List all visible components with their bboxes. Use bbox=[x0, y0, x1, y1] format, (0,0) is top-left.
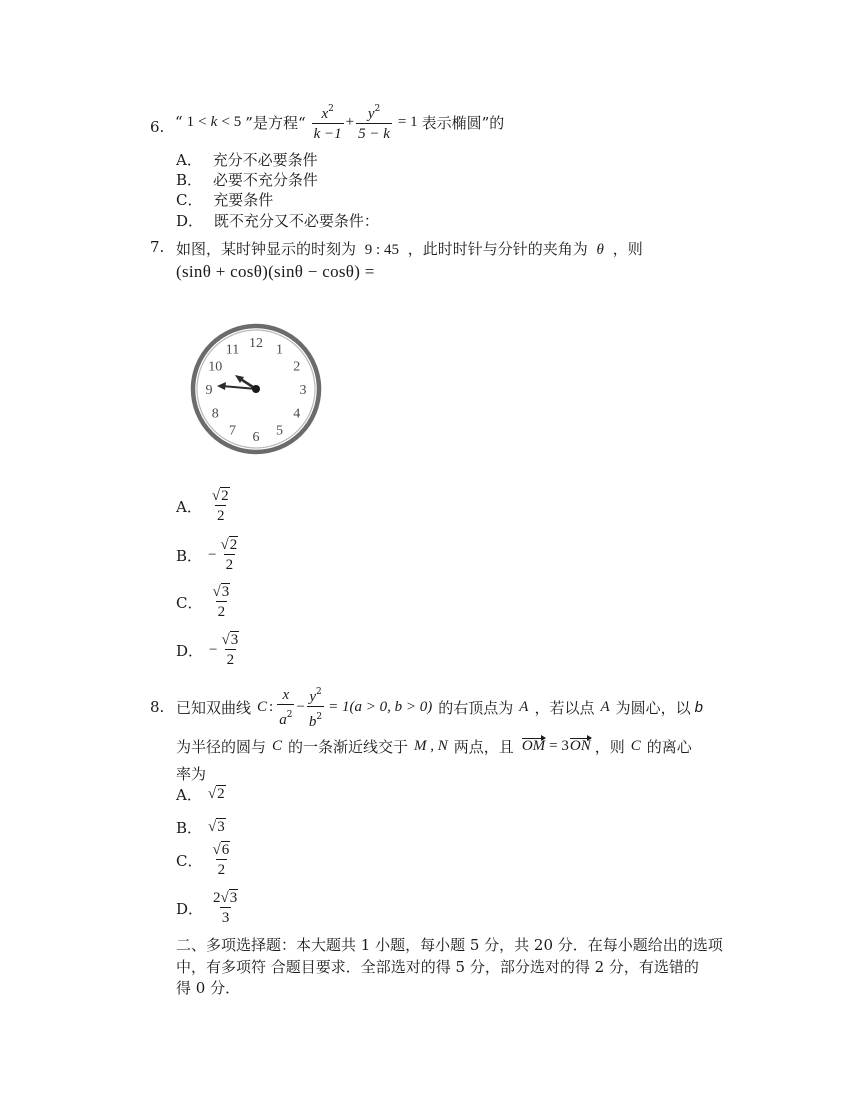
option-label: C． bbox=[176, 191, 203, 209]
q8-a: a bbox=[279, 711, 287, 728]
q8-b-text: b bbox=[694, 699, 703, 716]
q6-den1: k −1 bbox=[312, 123, 344, 144]
q6-option-c bbox=[176, 189, 273, 210]
q8-eq3: = 3 bbox=[549, 738, 569, 754]
q6-x: x bbox=[321, 106, 329, 122]
option-label: D． bbox=[176, 641, 204, 660]
option-den: 2 bbox=[216, 859, 228, 880]
q6-option-d bbox=[176, 210, 379, 231]
clock-numeral-3: 3 bbox=[299, 383, 307, 398]
q8-y: y bbox=[309, 689, 316, 705]
option-den: 3 bbox=[220, 907, 232, 928]
q8-number: 8. bbox=[150, 698, 165, 716]
option-text: 充要条件 bbox=[213, 191, 274, 209]
clock-numeral-8: 8 bbox=[211, 406, 219, 422]
q7-option-b: B． − $\frac{√2}{2}$ bbox=[176, 537, 238, 573]
option-coef: 2 bbox=[213, 890, 221, 906]
q6-x-sq: 2 bbox=[328, 104, 334, 114]
q6-five: 5 bbox=[233, 113, 242, 130]
q7-theta: θ bbox=[596, 242, 604, 258]
option-label: B． bbox=[176, 171, 203, 189]
q6-option-b bbox=[176, 169, 318, 190]
option-label: A． bbox=[176, 497, 202, 516]
option-sign: − bbox=[209, 641, 218, 658]
q8-option-c: C． $\frac{√6}{2}$ bbox=[176, 842, 230, 878]
q6-plus: + bbox=[345, 113, 355, 130]
q8-text-2a: 为半径的圆与 bbox=[176, 738, 267, 756]
clock-numeral-9: 9 bbox=[205, 383, 213, 398]
q7-time: 9 : 45 bbox=[364, 242, 399, 258]
option-label: B． bbox=[176, 546, 203, 565]
clock-numeral-5: 5 bbox=[276, 423, 283, 439]
q6-cond-lhs: 1 bbox=[186, 113, 195, 130]
clock-numeral-10: 10 bbox=[208, 359, 223, 375]
q8-option-a: A． √2 bbox=[176, 786, 225, 804]
option-radicand: 2 bbox=[221, 488, 229, 504]
clock-numeral-1: 1 bbox=[276, 342, 283, 358]
option-sign: − bbox=[208, 546, 217, 563]
clock-numeral-4: 4 bbox=[293, 406, 301, 422]
q6-text-mid: ”是方程“ bbox=[245, 113, 306, 132]
option-label: A． bbox=[176, 786, 202, 804]
option-label: D． bbox=[176, 212, 204, 230]
option-den: 2 bbox=[215, 505, 227, 526]
q6-option-a bbox=[176, 149, 318, 170]
q6-frac2 bbox=[356, 100, 392, 144]
q6-lt: < bbox=[198, 113, 207, 130]
q8-text-a: 已知双曲线 bbox=[176, 699, 252, 717]
option-radicand: 3 bbox=[230, 632, 239, 648]
q8-C3: C bbox=[630, 738, 641, 754]
q8-text-c: ，若以点 bbox=[534, 699, 595, 717]
q7-text-b: ，此时时针与分针的夹角为 bbox=[407, 240, 588, 258]
clock-center bbox=[252, 385, 260, 393]
q6-y-sq: 2 bbox=[374, 104, 381, 114]
q8-A: A bbox=[519, 699, 529, 715]
q8-option-d: D． $\frac{2√3}{3}$ bbox=[176, 890, 238, 926]
q8-option-b: B． √3 bbox=[176, 819, 225, 837]
q8-A2: A bbox=[600, 699, 610, 715]
option-den: 2 bbox=[225, 649, 237, 670]
q8-minus: − bbox=[296, 699, 305, 715]
option-den: 2 bbox=[216, 601, 228, 622]
q6-text-end: 表示椭圆”的 bbox=[421, 113, 505, 132]
q8-cond: = 1(a > 0, b > 0) bbox=[328, 699, 433, 715]
q8-OM-vector: OM bbox=[521, 738, 546, 754]
q8-MN: M , N bbox=[414, 738, 448, 754]
clock-numeral-12: 12 bbox=[249, 336, 263, 351]
q8-colon: : bbox=[269, 699, 274, 715]
q7-option-a: A． $\frac{√2}{2}$ bbox=[176, 488, 229, 524]
q7-text-a: 如图，某时钟显示的时刻为 bbox=[176, 240, 357, 258]
q6-open-quote: “ bbox=[175, 113, 183, 131]
q8-x: x bbox=[282, 686, 290, 703]
option-label: B． bbox=[176, 819, 203, 837]
clock-numeral-6: 6 bbox=[252, 430, 260, 445]
section2-line2: 中，有多项符 合题目要求．全部选对的得 5 分，部分选对的得 2 分，有选错的 bbox=[176, 958, 699, 976]
q8-b: b bbox=[308, 714, 317, 730]
clock-numeral-2: 2 bbox=[293, 359, 301, 375]
option-radicand: 3 bbox=[217, 819, 225, 835]
q7-stem-line1 bbox=[176, 238, 643, 259]
option-text: 充分不必要条件 bbox=[212, 151, 318, 169]
q6-frac1 bbox=[312, 100, 344, 144]
q6-number: 6. bbox=[150, 118, 165, 136]
q8-stem-line3: 率为 bbox=[176, 765, 207, 783]
q8-text-2b: 的一条渐近线交于 bbox=[288, 738, 409, 756]
clock-figure bbox=[186, 320, 326, 460]
option-label: C． bbox=[176, 851, 203, 870]
clock-numeral-7: 7 bbox=[229, 423, 236, 439]
option-label: D． bbox=[176, 899, 204, 918]
q8-a-sq: 2 bbox=[286, 709, 293, 720]
q7-option-c: C． $\frac{√3}{2}$ bbox=[176, 584, 230, 620]
q6-lt2: < bbox=[221, 113, 230, 130]
q8-text-2e: 的离心 bbox=[646, 738, 692, 756]
clock-numeral-11: 11 bbox=[225, 342, 240, 358]
q8-text-b: 的右顶点为 bbox=[438, 699, 514, 717]
option-label: A． bbox=[176, 151, 202, 169]
option-text: 既不充分又不必要条件： bbox=[213, 212, 379, 230]
q8-ON-vector: ON bbox=[569, 738, 591, 754]
q8-C2: C bbox=[272, 738, 283, 754]
option-radicand: 6 bbox=[221, 842, 230, 858]
q8-b-sq: 2 bbox=[316, 712, 323, 722]
q6-stem bbox=[175, 100, 504, 144]
q8-stem-line1 bbox=[176, 683, 703, 732]
q8-text-2c: 两点，且 bbox=[453, 738, 514, 756]
q8-y-sq: 2 bbox=[315, 687, 322, 697]
q8-text-d: 为圆心，以 bbox=[615, 699, 691, 717]
option-radicand: 2 bbox=[217, 786, 225, 802]
option-radicand: 3 bbox=[221, 584, 230, 600]
q6-y: y bbox=[367, 106, 375, 122]
option-label: C． bbox=[176, 593, 203, 612]
q7-text-c: ，则 bbox=[612, 240, 643, 258]
q7-expression: (sinθ + cosθ)(sinθ − cosθ) = bbox=[176, 262, 375, 281]
q6-den2: 5 − k bbox=[356, 123, 392, 144]
q7-option-d: D． − $\frac{√3}{2}$ bbox=[176, 632, 239, 668]
section2-line1: 二、多项选择题：本大题共 1 小题，每小题 5 分，共 20 分．在每小题给出的选项 bbox=[176, 936, 723, 954]
section2-line3: 得 0 分． bbox=[176, 979, 241, 997]
q6-eq: = 1 bbox=[397, 113, 418, 130]
q6-k: k bbox=[210, 113, 218, 130]
q8-C: C bbox=[257, 699, 268, 715]
q7-number: 7. bbox=[150, 238, 165, 256]
option-text: 必要不充分条件 bbox=[212, 171, 318, 189]
option-radicand: 3 bbox=[229, 890, 238, 906]
q8-text-2d: ，则 bbox=[594, 738, 625, 756]
option-den: 2 bbox=[224, 554, 236, 575]
option-radicand: 2 bbox=[229, 537, 238, 553]
q8-stem-line2 bbox=[176, 736, 692, 757]
